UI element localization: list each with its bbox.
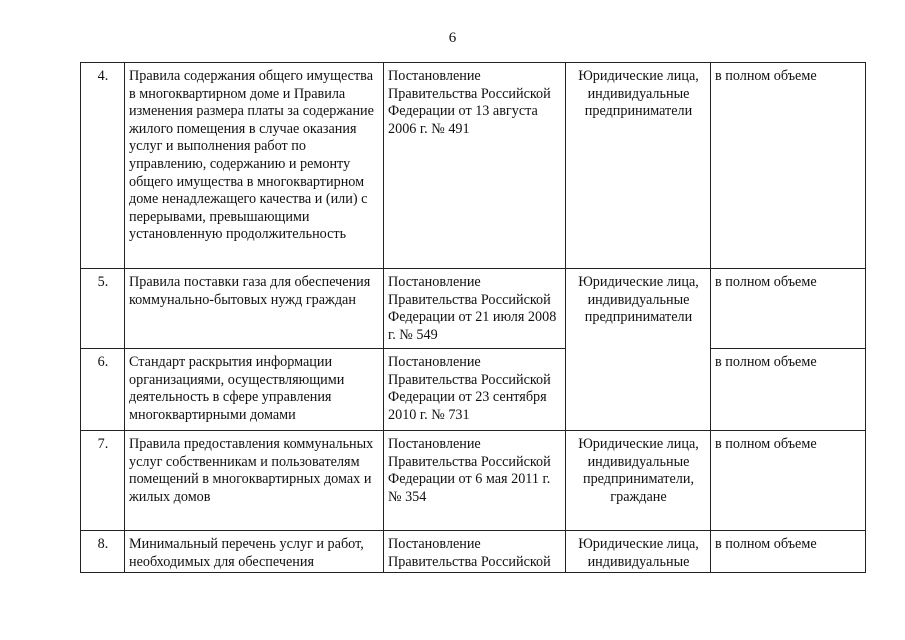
document-title: Стандарт раскрытия информации организациями, осуществляющими деятельность в сфере управления многоквартирными домами	[125, 349, 384, 431]
regulated-subjects: Юридические лица, индивидуальные предприниматели	[566, 269, 711, 431]
regulations-table	[80, 62, 866, 573]
table-row	[81, 349, 866, 431]
table-row	[81, 531, 866, 573]
regulated-subjects: Юридические лица, индивидуальные	[566, 531, 711, 573]
legal-act: Постановление Правительства Российской Федерации от 23 сентября 2010 г. № 731	[384, 349, 566, 431]
document-title: Минимальный перечень услуг и работ, необходимых для обеспечения	[125, 531, 384, 573]
row-number: 8.	[81, 531, 125, 573]
legal-act: Постановление Правительства Российской Федерации от 6 мая 2011 г. № 354	[384, 431, 566, 531]
page-number: 6	[448, 30, 457, 46]
row-number: 5.	[81, 269, 125, 349]
application-scope: в полном объеме	[711, 63, 866, 269]
row-number: 4.	[81, 63, 125, 269]
table-row	[81, 431, 866, 531]
application-scope: в полном объеме	[711, 269, 866, 349]
table-row	[81, 63, 866, 269]
row-number: 7.	[81, 431, 125, 531]
row-number: 6.	[81, 349, 125, 431]
table-row	[81, 269, 866, 349]
application-scope: в полном объеме	[711, 431, 866, 531]
application-scope: в полном объеме	[711, 531, 866, 573]
document-title: Правила предоставления коммунальных услуг собственникам и пользователям помещений в многоквартирных домах и жилых домов	[125, 431, 384, 531]
application-scope: в полном объеме	[711, 349, 866, 431]
legal-act: Постановление Правительства Российской Федерации от 13 августа 2006 г. № 491	[384, 63, 566, 269]
regulated-subjects: Юридические лица, индивидуальные предприниматели	[566, 63, 711, 269]
legal-act: Постановление Правительства Российской Федерации от 21 июля 2008 г. № 549	[384, 269, 566, 349]
legal-act: Постановление Правительства Российской	[384, 531, 566, 573]
regulated-subjects: Юридические лица, индивидуальные предприниматели, граждане	[566, 431, 711, 531]
document-title: Правила поставки газа для обеспечения коммунально-бытовых нужд граждан	[125, 269, 384, 349]
document-title: Правила содержания общего имущества в многоквартирном доме и Правила изменения размера платы за содержание жилого помещения в случае оказания услуг и выполнения работ по управлению, содержанию и ремонту общего имущества в многоквартирном доме ненадлежащего качества и (или) с перерывами, превышающими установленную продолжительность	[125, 63, 384, 269]
